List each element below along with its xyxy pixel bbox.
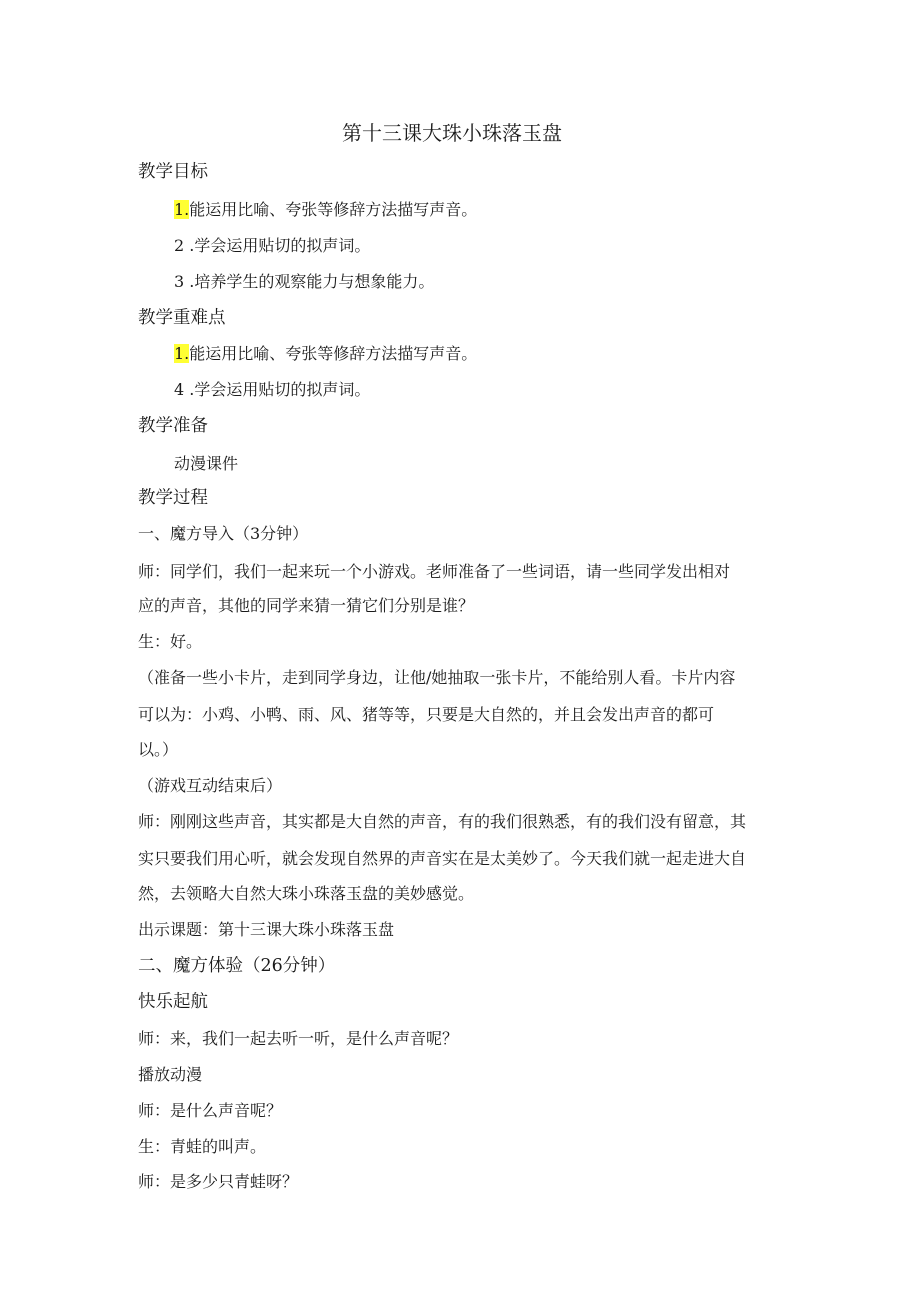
objective-item-2: [174, 235, 370, 257]
key-points-heading: 教学重难点: [138, 308, 226, 328]
process-line: 师：来，我们一起去听一听，是什么声音呢？: [138, 1029, 459, 1048]
process-line: 二、魔方体验（26分钟）: [138, 956, 336, 976]
objective-text: 能运用比喻、夸张等修辞方法描写声音。: [189, 200, 478, 219]
objective-item-3: [174, 271, 434, 293]
preparation-heading: 教学准备: [138, 416, 208, 436]
process-line: 师：是什么声音呢？: [138, 1101, 283, 1120]
objective-num: 3: [174, 272, 185, 291]
process-line: 实只要我们用心听，就会发现自然界的声音实在是太美妙了。今天我们就一起走进大自: [138, 849, 747, 868]
process-line: 出示课题：第十三课大珠小珠落玉盘: [138, 920, 395, 939]
highlight-marker: 1.: [174, 200, 190, 219]
key-point-num: 4: [174, 380, 185, 399]
process-line: 可以为：小鸡、小鸭、雨、风、猪等等，只要是大自然的，并且会发出声音的都可: [138, 705, 715, 724]
process-line: 生：好。: [138, 632, 203, 651]
highlight-marker: 1.: [174, 344, 190, 363]
process-heading: 教学过程: [138, 488, 208, 508]
process-line: 师：同学们，我们一起来玩一个小游戏。老师准备了一些词语，请一些同学发出相对: [138, 562, 731, 581]
objective-num: 2: [174, 236, 185, 255]
process-line: 然，去领略大自然大珠小珠落玉盘的美妙感觉。: [138, 884, 475, 903]
key-point-item-1: [174, 343, 477, 365]
document-title: 第十三课大珠小珠落玉盘: [342, 121, 562, 145]
key-point-text: .学会运用贴切的拟声词。: [184, 380, 371, 399]
process-line: 师：是多少只青蛙呀？: [138, 1172, 299, 1191]
objective-text: .培养学生的观察能力与想象能力。: [184, 272, 435, 291]
preparation-text: 动漫课件: [174, 454, 239, 473]
process-line: 师：刚刚这些声音，其实都是大自然的声音，有的我们很熟悉，有的我们没有留意，其: [138, 812, 747, 831]
objective-text: .学会运用贴切的拟声词。: [184, 236, 371, 255]
process-line: 一、魔方导入（3分钟）: [138, 524, 309, 543]
objectives-heading: 教学目标: [138, 162, 208, 182]
process-line: （游戏互动结束后）: [138, 776, 283, 795]
process-line: 以。）: [138, 740, 179, 759]
process-line: 播放动漫: [138, 1065, 203, 1084]
process-line: 生：青蛙的叫声。: [138, 1137, 267, 1156]
process-line: （准备一些小卡片，走到同学身边，让他/她抽取一张卡片，不能给别人看。卡片内容: [138, 668, 736, 687]
key-point-text: 能运用比喻、夸张等修辞方法描写声音。: [189, 344, 478, 363]
process-line: 应的声音，其他的同学来猜一猜它们分别是谁？: [138, 596, 475, 615]
key-point-item-2: [174, 379, 370, 401]
objective-item-1: [174, 199, 477, 221]
process-line: 快乐起航: [138, 992, 208, 1012]
